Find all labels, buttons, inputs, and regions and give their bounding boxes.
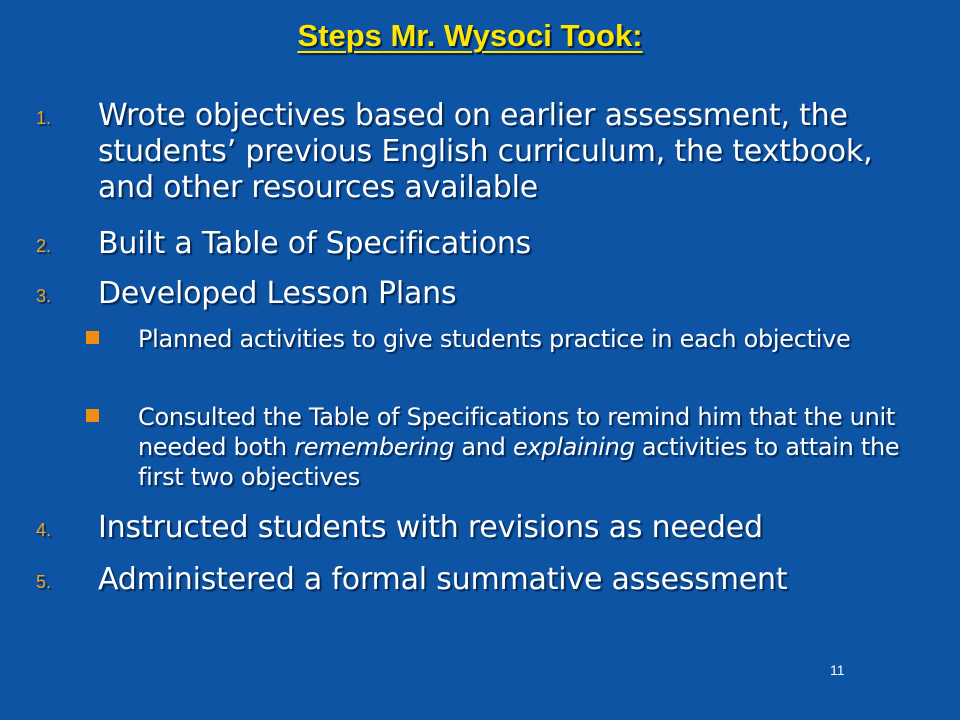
item-text: Instructed students with revisions as needed: [98, 510, 763, 545]
slide-title: Steps Mr. Wysoci Took:: [297, 18, 643, 53]
item-text: Administered a formal summative assessment: [98, 562, 788, 597]
orange-square-bullet-icon: [86, 409, 99, 422]
item-number: 3.: [36, 286, 52, 306]
sub-item-text-part: Consulted the Table of Specifications to remind him that the unit needed both: [138, 403, 895, 461]
item-number: 1.: [36, 108, 52, 128]
sub-item-text-part: activities to attain the first two objectives: [138, 433, 900, 491]
page-number: 11: [830, 662, 845, 678]
item-number: 5.: [36, 572, 52, 592]
sub-item-text: [138, 402, 928, 492]
emphasis-explaining: explaining: [512, 433, 635, 461]
sub-item-text: Planned activities to give students practice in each objective: [138, 325, 851, 353]
item-number: 4.: [36, 520, 52, 540]
emphasis-remembering: remembering: [294, 433, 455, 461]
item-number: 2.: [36, 236, 52, 256]
sub-item-text-part: and: [454, 433, 513, 461]
orange-square-bullet-icon: [86, 331, 99, 344]
item-text: Wrote objectives based on earlier assessment, the students’ previous English curriculum, the textbook, and other resources available: [98, 98, 873, 205]
item-text: Built a Table of Specifications: [98, 226, 532, 261]
item-text: Developed Lesson Plans: [98, 276, 457, 311]
